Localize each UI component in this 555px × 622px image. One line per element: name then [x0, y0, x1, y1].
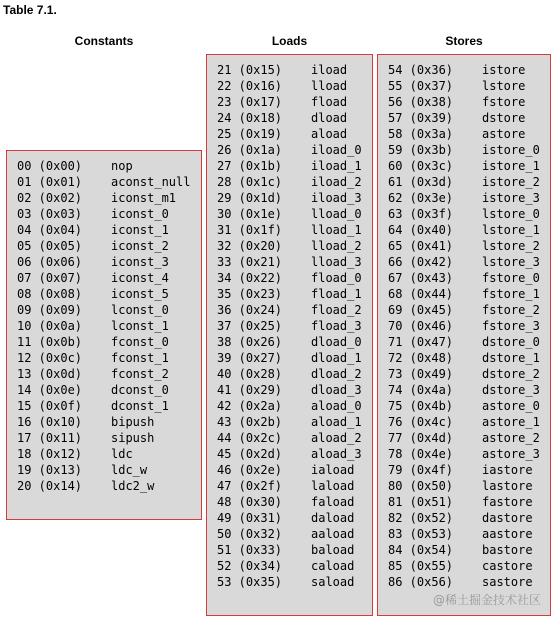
opcode-row	[378, 574, 550, 590]
opcode-row	[207, 318, 372, 334]
opcode-value: 67 (0x43)	[388, 271, 454, 285]
opcode-mnemonic: aload_1	[311, 415, 362, 429]
opcode-mnemonic: fload_3	[311, 319, 362, 333]
opcode-value: 31 (0x1f)	[217, 223, 283, 237]
opcode-row	[207, 286, 372, 302]
opcode-row	[378, 302, 550, 318]
opcode-row	[7, 366, 201, 382]
opcode-value: 80 (0x50)	[388, 479, 454, 493]
opcode-row	[378, 254, 550, 270]
opcode-mnemonic: dload_3	[311, 383, 362, 397]
opcode-mnemonic: iconst_m1	[111, 191, 177, 205]
opcode-row	[378, 270, 550, 286]
opcode-row	[378, 190, 550, 206]
opcode-mnemonic: lload_3	[311, 255, 362, 269]
opcode-value: 74 (0x4a)	[388, 383, 454, 397]
opcode-mnemonic: aastore	[482, 527, 533, 541]
table-title: Table 7.1.	[3, 3, 57, 17]
opcode-value: 07 (0x07)	[17, 271, 83, 285]
opcode-row	[7, 190, 201, 206]
opcode-value: 21 (0x15)	[217, 63, 283, 77]
opcode-mnemonic: istore	[482, 63, 526, 77]
opcode-mnemonic: aaload	[311, 527, 355, 541]
opcode-mnemonic: fastore	[482, 495, 533, 509]
opcode-value: 32 (0x20)	[217, 239, 283, 253]
opcode-value: 18 (0x12)	[17, 447, 83, 461]
opcode-value: 83 (0x53)	[388, 527, 454, 541]
opcode-value: 76 (0x4c)	[388, 415, 454, 429]
opcode-value: 64 (0x40)	[388, 223, 454, 237]
opcode-value: 78 (0x4e)	[388, 447, 454, 461]
opcode-mnemonic: lstore	[482, 79, 526, 93]
opcode-mnemonic: dload_1	[311, 351, 362, 365]
opcode-mnemonic: lstore_2	[482, 239, 540, 253]
opcode-mnemonic: iaload	[311, 463, 355, 477]
opcode-row	[378, 62, 550, 78]
opcode-value: 39 (0x27)	[217, 351, 283, 365]
opcode-mnemonic: aconst_null	[111, 175, 191, 189]
opcode-mnemonic: fconst_2	[111, 367, 169, 381]
opcode-value: 00 (0x00)	[17, 159, 83, 173]
opcode-mnemonic: aload	[311, 127, 348, 141]
opcode-value: 44 (0x2c)	[217, 431, 283, 445]
opcode-row	[7, 478, 201, 494]
opcode-mnemonic: ldc	[111, 447, 133, 461]
opcode-row	[378, 494, 550, 510]
opcode-mnemonic: astore_2	[482, 431, 540, 445]
opcode-value: 84 (0x54)	[388, 543, 454, 557]
opcode-row	[207, 574, 372, 590]
opcode-row	[7, 286, 201, 302]
opcode-value: 25 (0x19)	[217, 127, 283, 141]
opcode-row	[207, 254, 372, 270]
opcode-row	[207, 62, 372, 78]
opcode-value: 59 (0x3b)	[388, 143, 454, 157]
opcode-value: 85 (0x55)	[388, 559, 454, 573]
opcode-value: 57 (0x39)	[388, 111, 454, 125]
opcode-row	[207, 142, 372, 158]
opcode-row	[378, 366, 550, 382]
opcode-value: 77 (0x4d)	[388, 431, 454, 445]
opcode-mnemonic: caload	[311, 559, 355, 573]
opcode-value: 16 (0x10)	[17, 415, 83, 429]
opcode-mnemonic: lload_1	[311, 223, 362, 237]
opcode-value: 30 (0x1e)	[217, 207, 283, 221]
opcode-row	[207, 398, 372, 414]
opcode-mnemonic: istore_0	[482, 143, 540, 157]
opcode-row	[207, 302, 372, 318]
opcode-value: 04 (0x04)	[17, 223, 83, 237]
opcode-mnemonic: bastore	[482, 543, 533, 557]
opcode-value: 05 (0x05)	[17, 239, 83, 253]
opcode-mnemonic: dload_0	[311, 335, 362, 349]
opcode-row	[378, 142, 550, 158]
opcode-mnemonic: sastore	[482, 575, 533, 589]
opcode-mnemonic: iload_1	[311, 159, 362, 173]
opcode-row	[378, 478, 550, 494]
opcode-mnemonic: iconst_1	[111, 223, 169, 237]
opcode-row	[7, 222, 201, 238]
opcode-row	[378, 94, 550, 110]
opcode-value: 48 (0x30)	[217, 495, 283, 509]
opcode-value: 22 (0x16)	[217, 79, 283, 93]
opcode-row	[207, 270, 372, 286]
opcode-value: 58 (0x3a)	[388, 127, 454, 141]
opcode-row	[207, 414, 372, 430]
opcode-value: 43 (0x2b)	[217, 415, 283, 429]
opcode-row	[378, 526, 550, 542]
opcode-value: 13 (0x0d)	[17, 367, 83, 381]
opcode-value: 41 (0x29)	[217, 383, 283, 397]
opcode-value: 26 (0x1a)	[217, 143, 283, 157]
opcode-mnemonic: fstore_2	[482, 303, 540, 317]
opcode-value: 37 (0x25)	[217, 319, 283, 333]
opcode-value: 63 (0x3f)	[388, 207, 454, 221]
opcode-mnemonic: daload	[311, 511, 355, 525]
opcode-row	[207, 126, 372, 142]
opcode-mnemonic: fload	[311, 95, 348, 109]
opcode-mnemonic: fstore_0	[482, 271, 540, 285]
opcode-row	[7, 462, 201, 478]
opcode-mnemonic: fstore_3	[482, 319, 540, 333]
opcode-row	[207, 334, 372, 350]
opcode-row	[378, 414, 550, 430]
opcode-row	[378, 286, 550, 302]
opcode-value: 68 (0x44)	[388, 287, 454, 301]
column-header-stores: Stores	[445, 34, 483, 48]
opcode-row	[207, 110, 372, 126]
opcode-value: 66 (0x42)	[388, 255, 454, 269]
opcode-row	[378, 126, 550, 142]
opcode-row	[378, 318, 550, 334]
opcode-row	[7, 334, 201, 350]
opcode-mnemonic: aload_0	[311, 399, 362, 413]
opcode-value: 27 (0x1b)	[217, 159, 283, 173]
opcode-row	[378, 430, 550, 446]
opcode-row	[378, 206, 550, 222]
opcode-value: 65 (0x41)	[388, 239, 454, 253]
opcode-mnemonic: fconst_1	[111, 351, 169, 365]
opcode-mnemonic: lstore_1	[482, 223, 540, 237]
opcode-value: 60 (0x3c)	[388, 159, 454, 173]
opcode-mnemonic: iconst_3	[111, 255, 169, 269]
opcode-mnemonic: lconst_0	[111, 303, 169, 317]
opcode-row	[378, 174, 550, 190]
watermark: @稀土掘金技术社区	[433, 593, 542, 607]
opcode-value: 06 (0x06)	[17, 255, 83, 269]
opcode-row	[207, 478, 372, 494]
opcode-value: 23 (0x17)	[217, 95, 283, 109]
opcode-row	[7, 350, 201, 366]
opcode-mnemonic: aload_3	[311, 447, 362, 461]
opcode-value: 86 (0x56)	[388, 575, 454, 589]
opcode-value: 75 (0x4b)	[388, 399, 454, 413]
opcode-row	[378, 78, 550, 94]
opcode-mnemonic: iload_0	[311, 143, 362, 157]
opcode-row	[207, 526, 372, 542]
opcode-value: 19 (0x13)	[17, 463, 83, 477]
opcode-value: 81 (0x51)	[388, 495, 454, 509]
opcode-row	[207, 78, 372, 94]
opcode-mnemonic: dstore_3	[482, 383, 540, 397]
opcode-value: 10 (0x0a)	[17, 319, 83, 333]
opcode-row	[7, 206, 201, 222]
opcode-row	[207, 446, 372, 462]
opcode-value: 51 (0x33)	[217, 543, 283, 557]
opcode-value: 79 (0x4f)	[388, 463, 454, 477]
opcode-value: 42 (0x2a)	[217, 399, 283, 413]
stores-panel	[377, 54, 551, 616]
opcode-row	[207, 366, 372, 382]
opcode-mnemonic: iload_2	[311, 175, 362, 189]
opcode-mnemonic: astore_3	[482, 447, 540, 461]
opcode-mnemonic: sipush	[111, 431, 155, 445]
opcode-mnemonic: istore_1	[482, 159, 540, 173]
opcode-value: 52 (0x34)	[217, 559, 283, 573]
opcode-value: 28 (0x1c)	[217, 175, 283, 189]
opcode-mnemonic: istore_2	[482, 175, 540, 189]
opcode-row	[7, 238, 201, 254]
opcode-value: 36 (0x24)	[217, 303, 283, 317]
opcode-row	[378, 110, 550, 126]
opcode-mnemonic: castore	[482, 559, 533, 573]
opcode-value: 53 (0x35)	[217, 575, 283, 589]
opcode-mnemonic: dload	[311, 111, 348, 125]
loads-panel	[206, 54, 373, 616]
opcode-value: 14 (0x0e)	[17, 383, 83, 397]
opcode-row	[207, 558, 372, 574]
opcode-mnemonic: iconst_5	[111, 287, 169, 301]
opcode-row	[207, 542, 372, 558]
opcode-value: 69 (0x45)	[388, 303, 454, 317]
opcode-value: 12 (0x0c)	[17, 351, 83, 365]
opcode-mnemonic: iload	[311, 63, 348, 77]
opcode-row	[378, 222, 550, 238]
opcode-row	[207, 494, 372, 510]
opcode-value: 49 (0x31)	[217, 511, 283, 525]
opcode-mnemonic: fload_2	[311, 303, 362, 317]
opcode-value: 45 (0x2d)	[217, 447, 283, 461]
opcode-mnemonic: dconst_1	[111, 399, 169, 413]
opcode-mnemonic: iconst_4	[111, 271, 169, 285]
opcode-mnemonic: bipush	[111, 415, 155, 429]
opcode-mnemonic: lload_2	[311, 239, 362, 253]
opcode-value: 47 (0x2f)	[217, 479, 283, 493]
opcode-mnemonic: lload	[311, 79, 348, 93]
opcode-mnemonic: astore_1	[482, 415, 540, 429]
opcode-value: 11 (0x0b)	[17, 335, 83, 349]
opcode-mnemonic: ldc_w	[111, 463, 148, 477]
opcode-row	[7, 174, 201, 190]
opcode-mnemonic: aload_2	[311, 431, 362, 445]
opcode-mnemonic: dastore	[482, 511, 533, 525]
column-header-constants: Constants	[74, 34, 134, 48]
opcode-row	[378, 238, 550, 254]
opcode-mnemonic: baload	[311, 543, 355, 557]
opcode-mnemonic: lconst_1	[111, 319, 169, 333]
opcode-mnemonic: dstore_1	[482, 351, 540, 365]
opcode-value: 20 (0x14)	[17, 479, 83, 493]
opcode-mnemonic: astore_0	[482, 399, 540, 413]
opcode-mnemonic: saload	[311, 575, 355, 589]
opcode-mnemonic: iconst_2	[111, 239, 169, 253]
opcode-row	[7, 254, 201, 270]
opcode-value: 46 (0x2e)	[217, 463, 283, 477]
opcode-value: 54 (0x36)	[388, 63, 454, 77]
opcode-row	[207, 206, 372, 222]
opcode-mnemonic: fconst_0	[111, 335, 169, 349]
opcode-row	[7, 382, 201, 398]
opcode-value: 15 (0x0f)	[17, 399, 83, 413]
opcode-mnemonic: astore	[482, 127, 526, 141]
opcode-mnemonic: fstore_1	[482, 287, 540, 301]
opcode-mnemonic: fload_1	[311, 287, 362, 301]
opcode-mnemonic: lstore_3	[482, 255, 540, 269]
opcode-row	[378, 158, 550, 174]
opcode-value: 71 (0x47)	[388, 335, 454, 349]
opcode-value: 01 (0x01)	[17, 175, 83, 189]
opcode-row	[207, 190, 372, 206]
opcode-value: 24 (0x18)	[217, 111, 283, 125]
opcode-mnemonic: lstore_0	[482, 207, 540, 221]
opcode-mnemonic: dstore_2	[482, 367, 540, 381]
opcode-mnemonic: fload_0	[311, 271, 362, 285]
opcode-mnemonic: iconst_0	[111, 207, 169, 221]
opcode-mnemonic: fstore	[482, 95, 526, 109]
opcode-row	[207, 382, 372, 398]
opcode-value: 40 (0x28)	[217, 367, 283, 381]
opcode-row	[378, 558, 550, 574]
opcode-row	[378, 462, 550, 478]
opcode-value: 35 (0x23)	[217, 287, 283, 301]
opcode-mnemonic: dconst_0	[111, 383, 169, 397]
opcode-value: 73 (0x49)	[388, 367, 454, 381]
opcode-value: 03 (0x03)	[17, 207, 83, 221]
opcode-row	[207, 94, 372, 110]
opcode-value: 82 (0x52)	[388, 511, 454, 525]
opcode-row	[378, 446, 550, 462]
opcode-mnemonic: dload_2	[311, 367, 362, 381]
opcode-row	[207, 238, 372, 254]
opcode-mnemonic: istore_3	[482, 191, 540, 205]
opcode-row	[7, 398, 201, 414]
opcode-mnemonic: lload_0	[311, 207, 362, 221]
opcode-row	[207, 462, 372, 478]
opcode-value: 55 (0x37)	[388, 79, 454, 93]
opcode-value: 72 (0x48)	[388, 351, 454, 365]
opcode-mnemonic: dstore_0	[482, 335, 540, 349]
opcode-row	[207, 174, 372, 190]
opcode-row	[7, 270, 201, 286]
opcode-row	[207, 158, 372, 174]
opcode-value: 50 (0x32)	[217, 527, 283, 541]
opcode-row	[207, 350, 372, 366]
constants-panel	[6, 150, 202, 520]
opcode-mnemonic: laload	[311, 479, 355, 493]
opcode-mnemonic: ldc2_w	[111, 479, 155, 493]
opcode-row	[378, 542, 550, 558]
opcode-row	[207, 510, 372, 526]
opcode-value: 56 (0x38)	[388, 95, 454, 109]
opcode-row	[7, 318, 201, 334]
opcode-mnemonic: iload_3	[311, 191, 362, 205]
column-header-loads: Loads	[271, 34, 308, 48]
opcode-value: 02 (0x02)	[17, 191, 83, 205]
opcode-row	[207, 222, 372, 238]
opcode-value: 61 (0x3d)	[388, 175, 454, 189]
opcode-value: 62 (0x3e)	[388, 191, 454, 205]
opcode-mnemonic: lastore	[482, 479, 533, 493]
opcode-row	[7, 446, 201, 462]
opcode-value: 08 (0x08)	[17, 287, 83, 301]
opcode-row	[207, 430, 372, 446]
opcode-value: 29 (0x1d)	[217, 191, 283, 205]
opcode-value: 17 (0x11)	[17, 431, 83, 445]
opcode-mnemonic: nop	[111, 159, 133, 173]
opcode-value: 33 (0x21)	[217, 255, 283, 269]
opcode-value: 09 (0x09)	[17, 303, 83, 317]
opcode-value: 34 (0x22)	[217, 271, 283, 285]
opcode-mnemonic: iastore	[482, 463, 533, 477]
opcode-row	[7, 414, 201, 430]
opcode-mnemonic: dstore	[482, 111, 526, 125]
opcode-row	[378, 510, 550, 526]
opcode-row	[378, 398, 550, 414]
opcode-row	[7, 430, 201, 446]
opcode-row	[7, 302, 201, 318]
opcode-value: 70 (0x46)	[388, 319, 454, 333]
opcode-mnemonic: faload	[311, 495, 355, 509]
opcode-row	[378, 350, 550, 366]
opcode-row	[378, 382, 550, 398]
opcode-value: 38 (0x26)	[217, 335, 283, 349]
opcode-row	[378, 334, 550, 350]
opcode-row	[7, 158, 201, 174]
